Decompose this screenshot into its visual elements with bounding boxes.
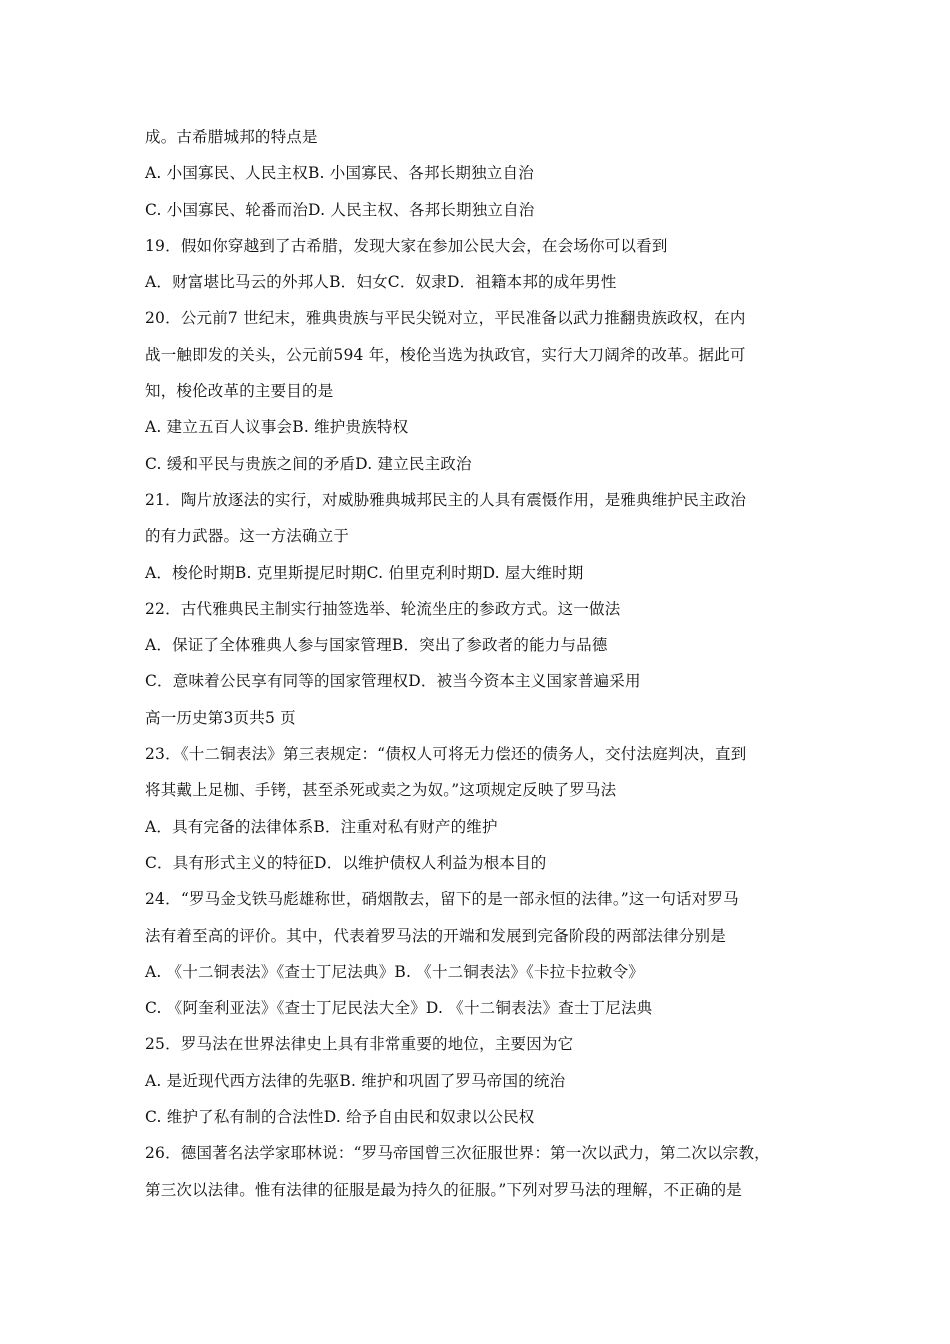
option-line: C. 缓和平民与贵族之间的矛盾D. 建立民主政治 bbox=[145, 454, 472, 473]
text-line: 知，梭伦改革的主要目的是 bbox=[145, 382, 334, 401]
question-25: 25．罗马法在世界法律史上具有非常重要的地位，主要因为它 bbox=[145, 1035, 574, 1054]
option-line: A．具有完备的法律体系B．注重对私有财产的维护 bbox=[145, 817, 498, 836]
exam-text-block bbox=[145, 122, 825, 1211]
option-line: C．意味着公民享有同等的国家管理权D．被当今资本主义国家普遍采用 bbox=[145, 672, 641, 691]
text-line: 第三次以法律。惟有法律的征服是最为持久的征服。”下列对罗马法的理解，不正确的是 bbox=[145, 1180, 742, 1199]
option-line: A．保证了全体雅典人参与国家管理B．突出了参政者的能力与品德 bbox=[145, 636, 608, 655]
option-line: A. 《十二铜表法》《查士丁尼法典》B. 《十二铜表法》《卡拉卡拉敕令》 bbox=[145, 962, 644, 981]
question-22: 22．古代雅典民主制实行抽签选举、轮流坐庄的参政方式。这一做法 bbox=[145, 599, 621, 618]
question-23: 23．《十二铜表法》第三表规定：“债权人可将无力偿还的债务人，交付法庭判决，直到 bbox=[145, 745, 747, 764]
option-line: A．梭伦时期B. 克里斯提尼时期C. 伯里克利时期D. 屋大维时期 bbox=[145, 563, 584, 582]
option-line: A. 是近现代西方法律的先驱B. 维护和巩固了罗马帝国的统治 bbox=[145, 1071, 566, 1090]
page-footer: 高一历史第3页共5 页 bbox=[145, 708, 296, 727]
option-line: C. 小国寡民、轮番而治D. 人民主权、各邦长期独立自治 bbox=[145, 200, 535, 219]
option-line: C. 维护了私有制的合法性D. 给予自由民和奴隶以公民权 bbox=[145, 1108, 535, 1127]
option-line: C. 《阿奎利亚法》《查士丁尼民法大全》D. 《十二铜表法》查士丁尼法典 bbox=[145, 999, 653, 1018]
question-26: 26．德国著名法学家耶林说：“罗马帝国曾三次征服世界：第一次以武力，第二次以宗教， bbox=[145, 1144, 770, 1163]
text-line: 法有着至高的评价。其中，代表着罗马法的开端和发展到完备阶段的两部法律分别是 bbox=[145, 926, 726, 945]
text-line: 将其戴上足枷、手铐，甚至杀死或卖之为奴。”这项规定反映了罗马法 bbox=[145, 781, 617, 800]
question-19: 19．假如你穿越到了古希腊，发现大家在参加公民大会，在会场你可以看到 bbox=[145, 236, 668, 255]
text-line: 成。古希腊城邦的特点是 bbox=[145, 128, 318, 146]
text-line: 的有力武器。这一方法确立于 bbox=[145, 527, 350, 546]
question-20: 20．公元前7 世纪末，雅典贵族与平民尖锐对立，平民准备以武力推翻贵族政权，在内 bbox=[145, 309, 746, 328]
option-line: A. 建立五百人议事会B. 维护贵族特权 bbox=[145, 418, 409, 437]
option-line: A. 小国寡民、人民主权B. 小国寡民、各邦长期独立自治 bbox=[145, 164, 534, 183]
option-line: C．具有形式主义的特征D．以维护债权人利益为根本目的 bbox=[145, 853, 547, 872]
question-24: 24．“罗马金戈铁马彪雄称世，硝烟散去，留下的是一部永恒的法律。”这一句话对罗马 bbox=[145, 890, 739, 909]
question-21: 21．陶片放逐法的实行，对威胁雅典城邦民主的人具有震慑作用，是雅典维护民主政治 bbox=[145, 490, 747, 509]
text-line: 战一触即发的关头，公元前594 年，梭伦当选为执政官，实行大刀阔斧的改革。据此可 bbox=[145, 345, 746, 364]
option-line: A．财富堪比马云的外邦人B．妇女C．奴隶D．祖籍本邦的成年男性 bbox=[145, 273, 617, 292]
